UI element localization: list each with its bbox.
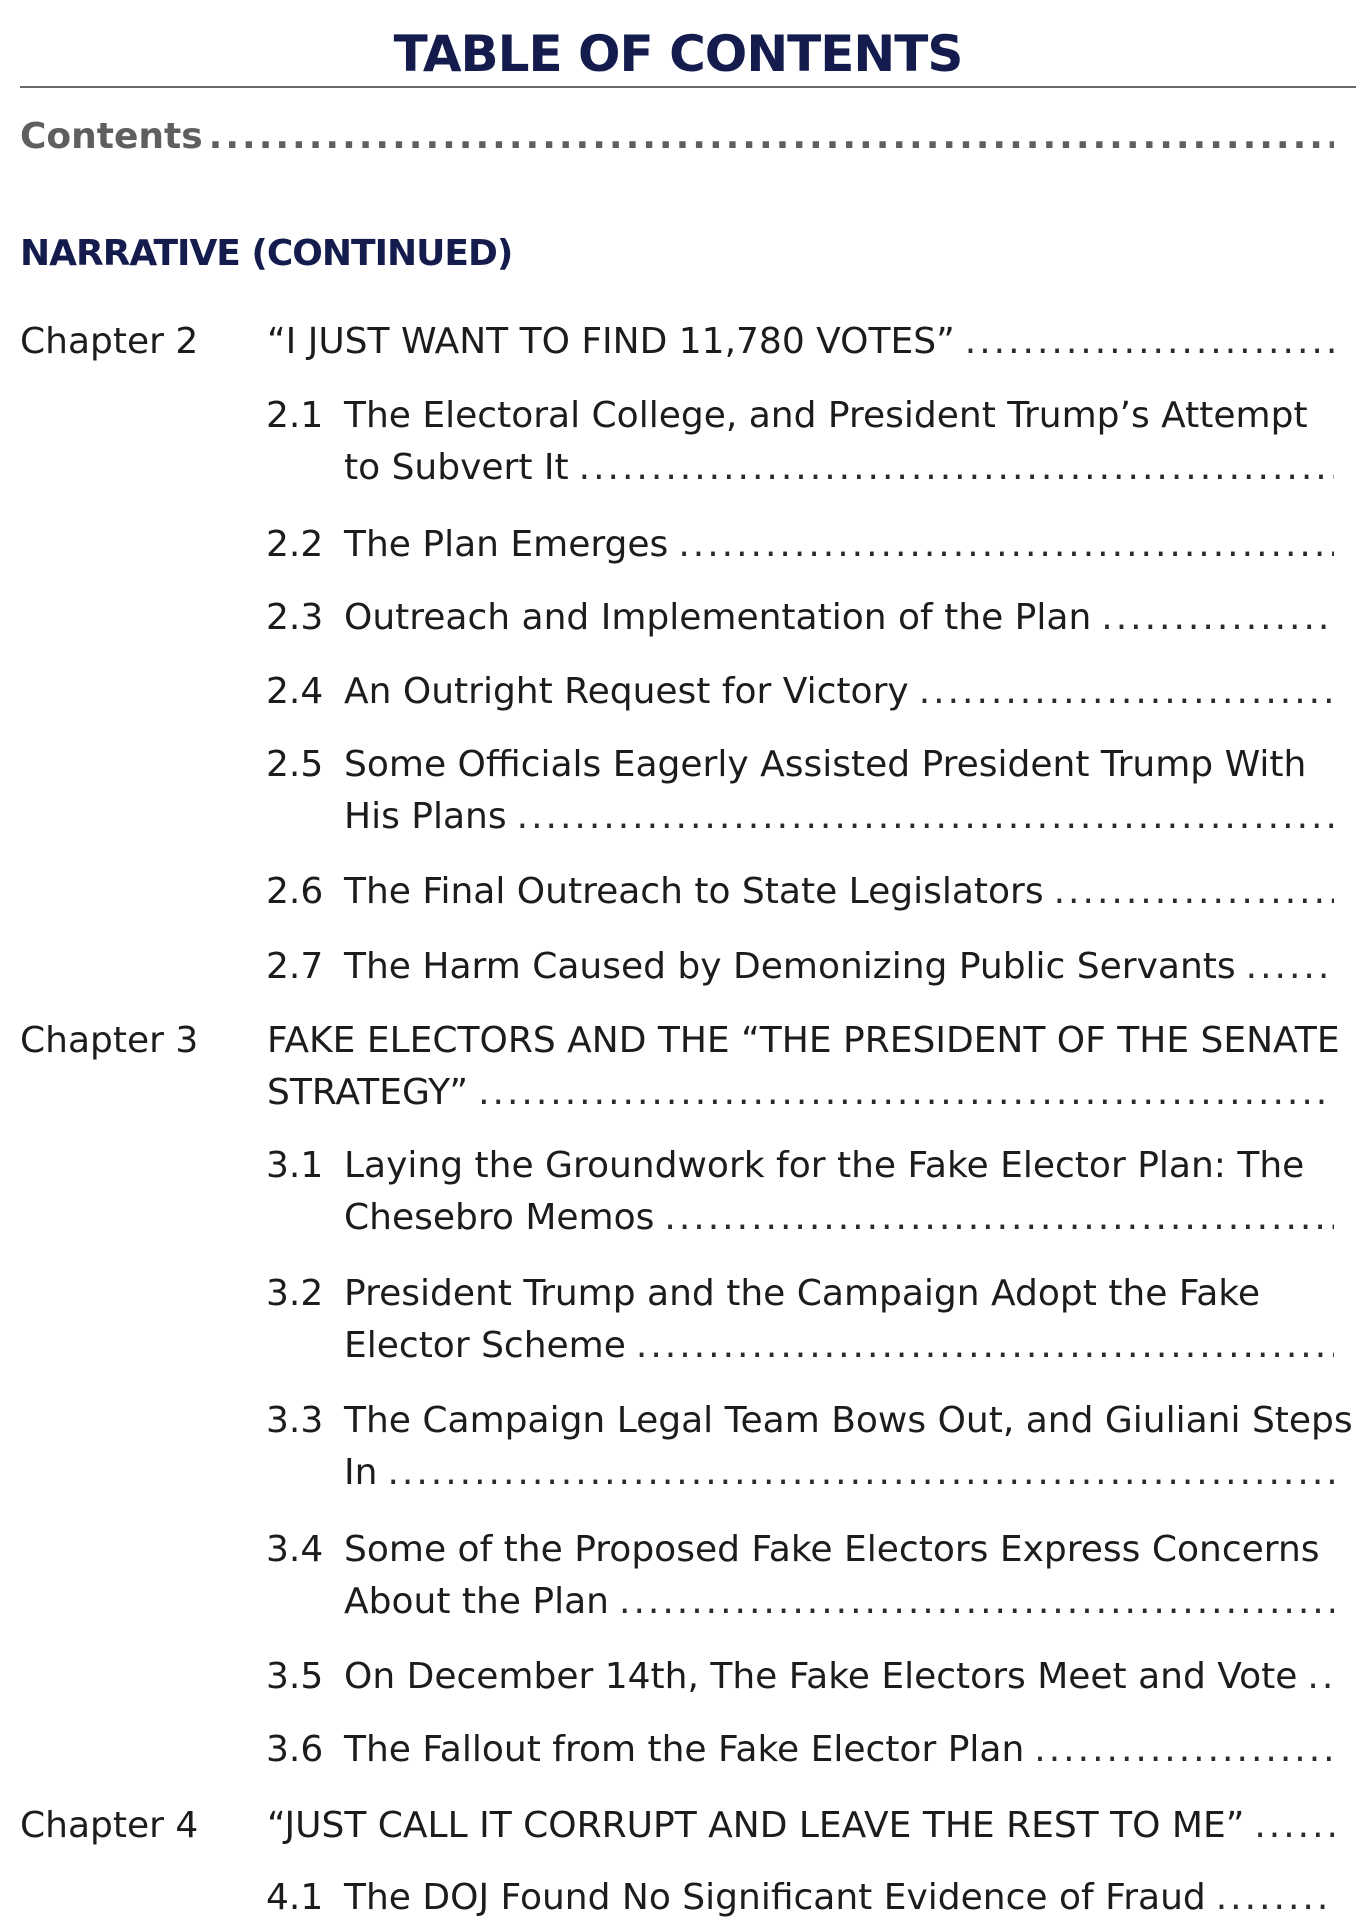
chapter-title: “I JUST WANT TO FIND 11,780 VOTES” xyxy=(267,321,955,362)
section-title: On December 14th, The Fake Electors Meet and Vote xyxy=(344,1656,1298,1697)
dot-leader xyxy=(919,666,1334,718)
dot-leader xyxy=(209,116,1334,157)
dot-leader xyxy=(1216,1872,1334,1924)
toc-entry-chapter-4[interactable] xyxy=(0,1800,1334,1852)
toc-entry-2-6[interactable] xyxy=(0,866,1334,918)
chapter-title: FAKE ELECTORS AND THE “THE PRESIDENT OF THE SENATE xyxy=(267,1020,1340,1061)
chapter-label: Chapter 4 xyxy=(20,1805,199,1846)
dot-leader xyxy=(1101,592,1334,644)
section-title-cont: About the Plan xyxy=(344,1581,609,1622)
toc-entry-3-6[interactable] xyxy=(0,1724,1334,1776)
dot-leader xyxy=(1054,866,1334,918)
dot-leader xyxy=(619,1576,1334,1628)
section-title: Some of the Proposed Fake Electors Express Concerns xyxy=(344,1529,1320,1570)
dot-leader xyxy=(965,316,1334,368)
section-number: 3.4 xyxy=(266,1529,324,1570)
section-number: 3.5 xyxy=(266,1656,324,1697)
section-number: 2.2 xyxy=(266,524,324,565)
dot-leader xyxy=(1254,1800,1334,1852)
toc-entry-4-1[interactable] xyxy=(0,1872,1334,1924)
dot-leader xyxy=(1246,941,1334,993)
dot-leader xyxy=(579,442,1334,494)
section-number: 2.7 xyxy=(266,946,324,987)
dot-leader xyxy=(1307,1651,1334,1703)
toc-entry-chapter-2[interactable] xyxy=(0,316,1334,368)
section-title: The Plan Emerges xyxy=(344,524,669,565)
section-heading: NARRATIVE (CONTINUED) xyxy=(20,233,513,274)
chapter-title: “JUST CALL IT CORRUPT AND LEAVE THE REST TO ME” xyxy=(267,1805,1245,1846)
chapter-label: Chapter 2 xyxy=(20,321,199,362)
toc-entry-contents[interactable] xyxy=(20,116,1334,157)
section-number: 2.6 xyxy=(266,871,324,912)
toc-entry-2-5[interactable] xyxy=(0,739,1334,843)
contents-label: Contents xyxy=(20,116,203,157)
toc-entry-2-4[interactable] xyxy=(0,666,1334,718)
section-title: The Final Outreach to State Legislators xyxy=(344,871,1044,912)
section-title: An Outright Request for Victory xyxy=(344,671,909,712)
dot-leader xyxy=(478,1067,1334,1119)
toc-entry-3-1[interactable] xyxy=(0,1140,1334,1244)
dot-leader xyxy=(517,791,1334,843)
section-title: Laying the Groundwork for the Fake Elector Plan: The xyxy=(344,1145,1305,1186)
page-title: TABLE OF CONTENTS xyxy=(393,25,963,83)
section-title: The Harm Caused by Demonizing Public Servants xyxy=(344,946,1236,987)
section-title: President Trump and the Campaign Adopt the Fake xyxy=(344,1273,1261,1314)
section-title: The Electoral College, and President Trump’s Attempt xyxy=(344,395,1308,436)
section-title-cont: Elector Scheme xyxy=(344,1325,626,1366)
section-title-cont: His Plans xyxy=(344,796,507,837)
section-number: 2.4 xyxy=(266,671,324,712)
section-number: 3.3 xyxy=(266,1400,324,1441)
section-number: 2.1 xyxy=(266,395,324,436)
title-divider xyxy=(20,86,1356,88)
section-number: 3.1 xyxy=(266,1145,324,1186)
toc-entry-2-3[interactable] xyxy=(0,592,1334,644)
section-number: 3.2 xyxy=(266,1273,324,1314)
dot-leader xyxy=(387,1447,1334,1499)
section-number: 4.1 xyxy=(266,1877,324,1918)
section-title: The Fallout from the Fake Elector Plan xyxy=(344,1729,1025,1770)
dot-leader xyxy=(1034,1724,1334,1776)
section-title: Some Officials Eagerly Assisted President Trump With xyxy=(344,744,1307,785)
section-number: 2.3 xyxy=(266,597,324,638)
dot-leader xyxy=(636,1320,1334,1372)
toc-entry-3-4[interactable] xyxy=(0,1524,1334,1628)
dot-leader xyxy=(664,1192,1334,1244)
section-title: The DOJ Found No Significant Evidence of Fraud xyxy=(344,1877,1206,1918)
toc-entry-3-3[interactable] xyxy=(0,1395,1353,1499)
toc-entry-2-1[interactable] xyxy=(0,390,1334,494)
section-title: Outreach and Implementation of the Plan xyxy=(344,597,1092,638)
section-title-cont: Chesebro Memos xyxy=(344,1197,655,1238)
section-number: 3.6 xyxy=(266,1729,324,1770)
toc-entry-3-5[interactable] xyxy=(0,1651,1334,1703)
section-number: 2.5 xyxy=(266,744,324,785)
section-title-cont: to Subvert It xyxy=(344,447,569,488)
toc-entry-3-2[interactable] xyxy=(0,1268,1334,1372)
toc-entry-chapter-3[interactable] xyxy=(0,1015,1340,1119)
chapter-title-cont: STRATEGY” xyxy=(267,1072,469,1113)
toc-entry-2-2[interactable] xyxy=(0,519,1334,571)
toc-entry-2-7[interactable] xyxy=(0,941,1334,993)
dot-leader xyxy=(678,519,1334,571)
section-title: The Campaign Legal Team Bows Out, and Giuliani Steps xyxy=(344,1400,1353,1441)
section-title-cont: In xyxy=(344,1452,378,1493)
chapter-label: Chapter 3 xyxy=(20,1020,199,1061)
